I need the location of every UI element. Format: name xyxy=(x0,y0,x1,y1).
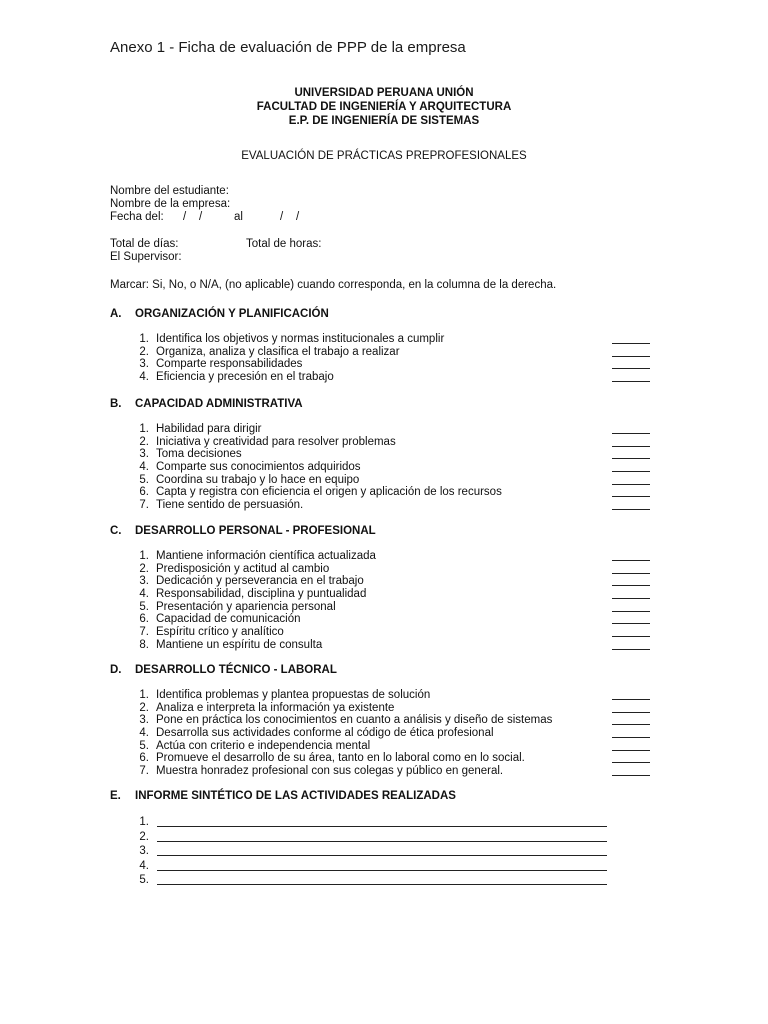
university-block xyxy=(0,86,768,128)
answer-blank[interactable] xyxy=(612,496,650,497)
answer-blank[interactable] xyxy=(612,699,650,700)
answer-blank[interactable] xyxy=(612,649,650,650)
list-item: 7. Espíritu crítico y analítico xyxy=(110,626,670,639)
answer-blank[interactable] xyxy=(612,573,650,574)
list-item: 7. Tiene sentido de persuasión. xyxy=(110,499,670,512)
answer-blank[interactable] xyxy=(612,343,650,344)
list-item: 2. Iniciativa y creatividad para resolver problemas xyxy=(110,436,670,449)
company-name-label: Nombre de la empresa: xyxy=(110,198,231,210)
report-line: 3. xyxy=(110,845,670,860)
answer-blank[interactable] xyxy=(612,381,650,382)
list-item: 6. Capacidad de comunicación xyxy=(110,613,670,626)
section-title: DESARROLLO TÉCNICO - LABORAL xyxy=(135,664,337,676)
answer-blank[interactable] xyxy=(612,623,650,624)
list-item: 2. Predisposición y actitud al cambio xyxy=(110,563,670,576)
answer-blank[interactable] xyxy=(612,750,650,751)
answer-blank[interactable] xyxy=(612,724,650,725)
list-item: 4. Comparte sus conocimientos adquiridos xyxy=(110,461,670,474)
report-line: 2. xyxy=(110,831,670,846)
section-d xyxy=(110,663,670,778)
answer-blank[interactable] xyxy=(612,611,650,612)
university-name: UNIVERSIDAD PERUANA UNIÓN xyxy=(294,87,474,99)
report-line: 5. xyxy=(110,874,670,889)
report-blank[interactable] xyxy=(157,884,607,885)
section-a xyxy=(110,307,670,384)
section-title: INFORME SINTÉTICO DE LAS ACTIVIDADES REALIZADAS xyxy=(135,790,456,802)
section-b xyxy=(110,397,670,512)
list-item: 2. Analiza e interpreta la información ya existente xyxy=(110,702,670,715)
faculty-name: FACULTAD DE INGENIERÍA Y ARQUITECTURA xyxy=(256,101,512,113)
answer-blank[interactable] xyxy=(612,509,650,510)
document-title: EVALUACIÓN DE PRÁCTICAS PREPROFESIONALES xyxy=(241,150,527,162)
section-letter: C. xyxy=(110,525,122,537)
answer-blank[interactable] xyxy=(612,356,650,357)
supervisor-label: El Supervisor: xyxy=(110,251,182,263)
section-letter: E. xyxy=(110,790,121,802)
answer-blank[interactable] xyxy=(612,737,650,738)
list-item: 3. Dedicación y perseverancia en el trabajo xyxy=(110,575,670,588)
list-item: 4. Responsabilidad, disciplina y puntualidad xyxy=(110,588,670,601)
section-title: ORGANIZACIÓN Y PLANIFICACIÓN xyxy=(135,308,329,320)
report-line: 4. xyxy=(110,860,670,875)
answer-blank[interactable] xyxy=(612,712,650,713)
list-item: 5. Coordina su trabajo y lo hace en equipo xyxy=(110,474,670,487)
list-item: 1. Identifica problemas y plantea propuestas de solución xyxy=(110,689,670,702)
student-info xyxy=(110,185,670,264)
answer-blank[interactable] xyxy=(612,598,650,599)
list-item: 3. Pone en práctica los conocimientos en cuanto a análisis y diseño de sistemas xyxy=(110,714,670,727)
answer-blank[interactable] xyxy=(612,636,650,637)
answer-blank[interactable] xyxy=(612,762,650,763)
list-item: 1. Habilidad para dirigir xyxy=(110,423,670,436)
list-item: 6. Capta y registra con eficiencia el origen y aplicación de los recursos xyxy=(110,486,670,499)
list-item: 5. Actúa con criterio e independencia mental xyxy=(110,740,670,753)
date-from-label: Fecha del: xyxy=(110,211,164,223)
student-name-label: Nombre del estudiante: xyxy=(110,185,229,197)
list-item: 1. Mantiene información científica actualizada xyxy=(110,550,670,563)
list-item: 6. Promueve el desarrollo de su área, tanto en lo laboral como en lo social. xyxy=(110,752,670,765)
answer-blank[interactable] xyxy=(612,433,650,434)
list-item: 3. Comparte responsabilidades xyxy=(110,358,670,371)
section-e xyxy=(110,789,670,889)
page-header: Anexo 1 - Ficha de evaluación de PPP de la empresa xyxy=(110,39,466,56)
answer-blank[interactable] xyxy=(612,585,650,586)
answer-blank[interactable] xyxy=(612,484,650,485)
date-from-slashes: / / xyxy=(183,211,203,223)
section-letter: D. xyxy=(110,664,122,676)
answer-blank[interactable] xyxy=(612,471,650,472)
instructions: Marcar: Si, No, o N/A, (no aplicable) cuando corresponda, en la columna de la derecha. xyxy=(110,279,557,291)
date-to-slashes: / / xyxy=(280,211,300,223)
list-item: 1. Identifica los objetivos y normas institucionales a cumplir xyxy=(110,333,670,346)
report-blank[interactable] xyxy=(157,826,607,827)
answer-blank[interactable] xyxy=(612,446,650,447)
answer-blank[interactable] xyxy=(612,458,650,459)
answer-blank[interactable] xyxy=(612,775,650,776)
list-item: 5. Presentación y apariencia personal xyxy=(110,601,670,614)
answer-blank[interactable] xyxy=(612,368,650,369)
date-to-label: al xyxy=(234,211,243,223)
total-days-label: Total de días: xyxy=(110,238,179,250)
total-hours-label: Total de horas: xyxy=(246,238,322,250)
list-item: 3. Toma decisiones xyxy=(110,448,670,461)
list-item: 2. Organiza, analiza y clasifica el trabajo a realizar xyxy=(110,346,670,359)
school-name: E.P. DE INGENIERÍA DE SISTEMAS xyxy=(288,115,480,127)
section-letter: A. xyxy=(110,308,122,320)
list-item: 8. Mantiene un espíritu de consulta xyxy=(110,639,670,652)
list-item: 7. Muestra honradez profesional con sus colegas y público en general. xyxy=(110,765,670,778)
report-line: 1. xyxy=(110,816,670,831)
list-item: 4. Desarrolla sus actividades conforme al código de ética profesional xyxy=(110,727,670,740)
section-title: CAPACIDAD ADMINISTRATIVA xyxy=(135,398,303,410)
section-title: DESARROLLO PERSONAL - PROFESIONAL xyxy=(135,525,376,537)
section-c xyxy=(110,524,670,652)
report-blank[interactable] xyxy=(157,841,607,842)
report-blank[interactable] xyxy=(157,870,607,871)
answer-blank[interactable] xyxy=(612,560,650,561)
section-letter: B. xyxy=(110,398,122,410)
report-blank[interactable] xyxy=(157,855,607,856)
list-item: 4. Eficiencia y precesión en el trabajo xyxy=(110,371,670,384)
